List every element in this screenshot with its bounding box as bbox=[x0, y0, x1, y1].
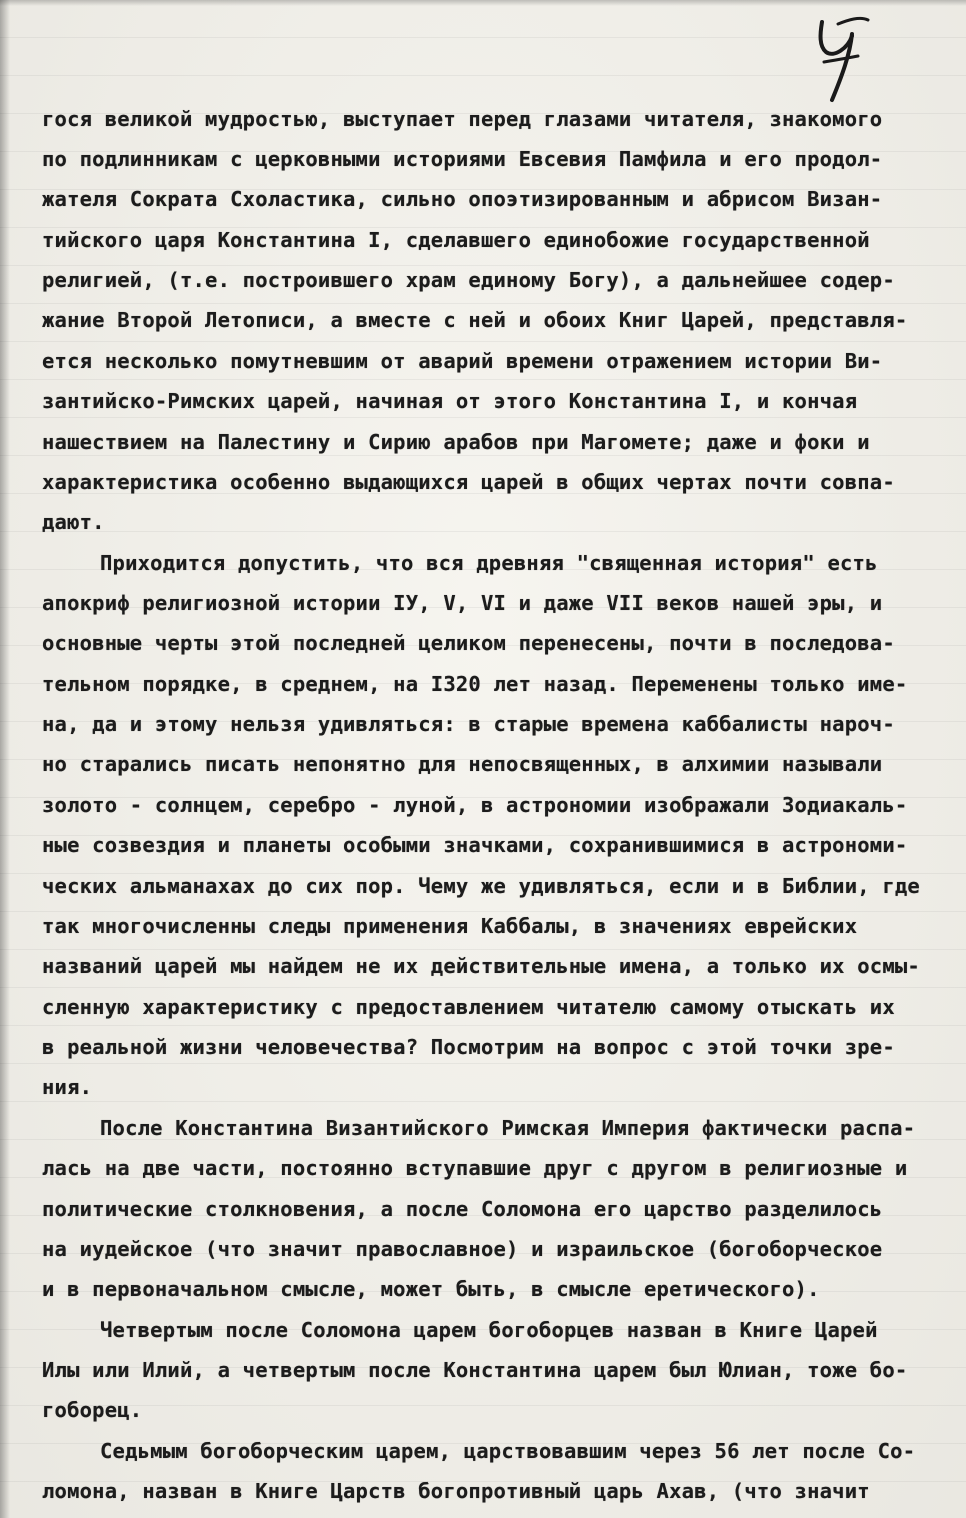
text-line: тельном порядке, в среднем, на I320 лет назад. Переменены только име- bbox=[42, 672, 908, 696]
text-line: сленную характеристику с предоставлением читателю самому отыскать их bbox=[42, 995, 895, 1019]
text-line: лась на две части, постоянно вступавшие друг с другом в религиозные и bbox=[42, 1156, 908, 1180]
text-line: основные черты этой последней целиком перенесены, почти в последова- bbox=[42, 631, 895, 655]
text-line: на иудейское (что значит православное) и израильское (богоборческое bbox=[42, 1237, 883, 1261]
text-line: Илы или Илий, а четвертым после Константина царем был Юлиан, тоже бо- bbox=[42, 1358, 908, 1382]
text-line: по подлинникам с церковными историями Евсевия Памфила и его продол- bbox=[42, 147, 883, 171]
text-line: ния. bbox=[42, 1075, 93, 1099]
handwritten-page-number bbox=[808, 14, 872, 104]
paragraph-first-line: Седьмым богоборческим царем, царствовавшим через 56 лет после Со- bbox=[100, 1439, 916, 1463]
text-line: зантийско-Римских царей, начиная от этого Константина I, и кончая bbox=[42, 389, 858, 413]
text-line: золото - солнцем, серебро - луной, в астрономии изображали Зодиакаль- bbox=[42, 793, 908, 817]
text-line: так многочисленны следы применения Каббалы, в значениях еврейских bbox=[42, 914, 858, 938]
paragraph-first-line: Приходится допустить, что вся древняя "священная история" есть bbox=[100, 551, 878, 575]
text-line: ческих альманахах до сих пор. Чему же удивляться, если и в Библии, где bbox=[42, 874, 920, 898]
text-line: гоборец. bbox=[42, 1398, 143, 1422]
paragraph-first-line: Четвертым после Соломона царем богоборцев назван в Книге Царей bbox=[100, 1318, 878, 1342]
scan-top-edge bbox=[0, 0, 966, 6]
text-line: на, да и этому нельзя удивляться: в старые времена каббалисты нароч- bbox=[42, 712, 895, 736]
text-line: жание Второй Летописи, а вместе с ней и обоих Книг Царей, представля- bbox=[42, 308, 908, 332]
text-line: характеристика особенно выдающихся царей в общих чертах почти совпа- bbox=[42, 470, 895, 494]
text-line: ные созвездия и планеты особыми значками, сохранившимися в астрономи- bbox=[42, 833, 908, 857]
text-line: жателя Сократа Схоластика, сильно опоэтизированным и абрисом Визан- bbox=[42, 187, 883, 211]
text-line: нашествием на Палестину и Сирию арабов при Магомете; даже и фоки и bbox=[42, 430, 870, 454]
text-line: религией, (т.е. построившего храм единому Богу), а дальнейшее содер- bbox=[42, 268, 895, 292]
scan-left-edge bbox=[0, 0, 10, 1518]
paragraph-first-line: После Константина Византийского Римская Империя фактически распа- bbox=[100, 1116, 916, 1140]
text-line: тийского царя Константина I, сделавшего единобожие государственной bbox=[42, 228, 870, 252]
text-line: и в первоначальном смысле, может быть, в смысле еретического). bbox=[42, 1277, 820, 1301]
text-line: в реальной жизни человечества? Посмотрим на вопрос с этой точки зре- bbox=[42, 1035, 895, 1059]
text-line: названий царей мы найдем не их действительные имена, а только их осмы- bbox=[42, 954, 920, 978]
text-line: но старались писать непонятно для непосвященных, в алхимии называли bbox=[42, 752, 883, 776]
handwritten-page-number-icon bbox=[808, 14, 872, 104]
text-line: дают. bbox=[42, 510, 105, 534]
text-line: ется несколько помутневшим от аварий времени отражением истории Ви- bbox=[42, 349, 883, 373]
text-line: апокриф религиозной истории IУ, V, VI и даже VII веков нашей эры, и bbox=[42, 591, 883, 615]
text-line: гося великой мудростью, выступает перед глазами читателя, знакомого bbox=[42, 107, 883, 131]
text-line: политические столкновения, а после Соломона его царство разделилось bbox=[42, 1197, 883, 1221]
text-line: ломона, назван в Книге Царств богопротивный царь Ахав, (что значит bbox=[42, 1479, 870, 1503]
